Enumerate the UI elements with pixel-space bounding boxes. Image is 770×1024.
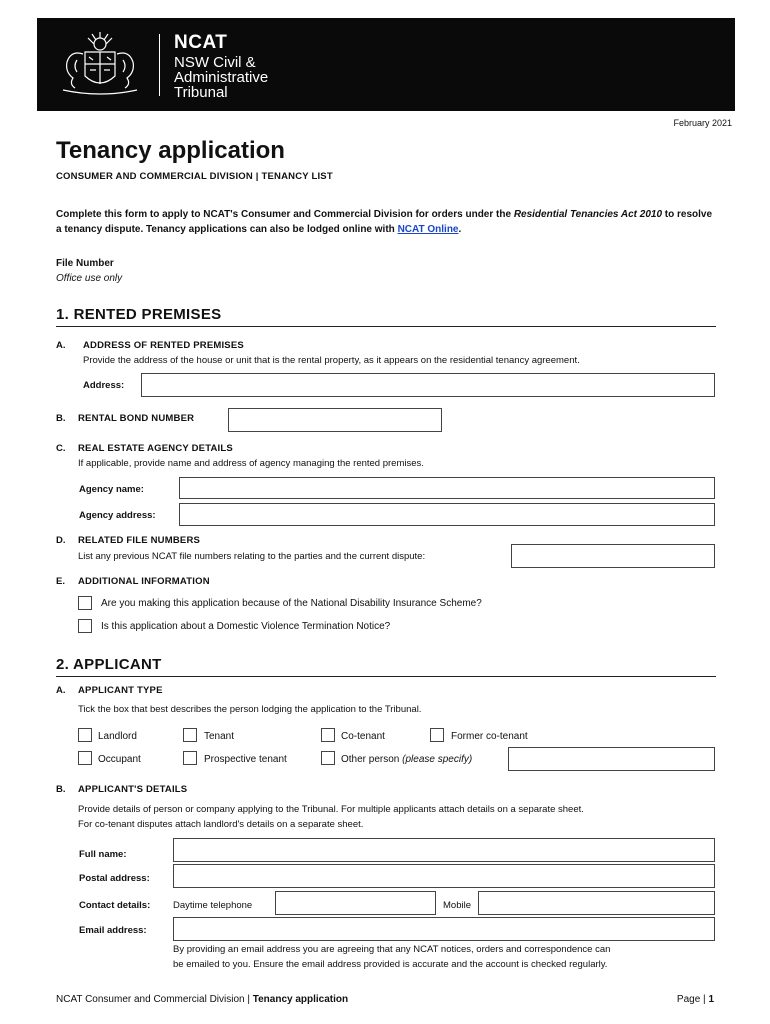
section-2-rule	[56, 676, 716, 677]
footer-division: NCAT Consumer and Commercial Division |	[56, 994, 253, 1005]
former-co-tenant-checkbox[interactable]	[430, 728, 444, 742]
prospective-tenant-checkbox[interactable]	[183, 751, 197, 765]
agency-name-field[interactable]	[179, 477, 715, 499]
item-a-letter: A.	[56, 340, 66, 351]
section-2-heading: 2. APPLICANT	[56, 656, 162, 673]
agency-name-label: Agency name:	[79, 484, 144, 495]
other-person-text: Other person	[341, 754, 400, 765]
other-person-label	[341, 754, 472, 765]
landlord-label: Landlord	[98, 731, 137, 742]
rental-bond-title: RENTAL BOND NUMBER	[78, 413, 195, 424]
occupant-label: Occupant	[98, 754, 141, 765]
ncat-online-link[interactable]: NCAT Online	[397, 224, 459, 235]
section-1-heading: 1. RENTED PREMISES	[56, 306, 222, 323]
occupant-checkbox[interactable]	[78, 751, 92, 765]
agency-details-desc: If applicable, provide name and address of agency managing the rented premises.	[78, 458, 424, 469]
applicant-type-desc: Tick the box that best describes the person lodging the application to the Tribunal.	[78, 704, 422, 715]
daytime-telephone-label: Daytime telephone	[173, 900, 253, 911]
postal-address-label: Postal address:	[79, 873, 150, 884]
please-specify-note: (please specify)	[402, 754, 473, 765]
org-name-line-3: Tribunal	[174, 84, 228, 101]
mobile-field[interactable]	[478, 891, 715, 915]
daytime-telephone-field[interactable]	[275, 891, 436, 915]
address-field[interactable]	[141, 373, 715, 397]
agency-details-title: REAL ESTATE AGENCY DETAILS	[78, 443, 233, 454]
email-address-field[interactable]	[173, 917, 715, 941]
page-label: Page |	[676, 994, 709, 1005]
page-number: 1	[708, 994, 714, 1005]
postal-address-field[interactable]	[173, 864, 715, 888]
intro-text-before: Complete this form to apply to NCAT's Consumer and Commercial Division for orders under the	[56, 209, 514, 220]
address-premises-desc: Provide the address of the house or unit that is the rental property, as it appears on the residential tenancy agreement.	[83, 355, 580, 366]
page-title: Tenancy application	[56, 137, 285, 164]
footer-page	[677, 994, 714, 1005]
item-c-letter: C.	[56, 443, 66, 454]
org-name-line-2: Administrative	[174, 69, 269, 86]
related-file-field[interactable]	[511, 544, 715, 568]
ndis-checkbox[interactable]	[78, 596, 92, 610]
applicant-details-title: APPLICANT'S DETAILS	[78, 784, 188, 795]
coat-of-arms-logo	[55, 32, 145, 98]
item-d-letter: D.	[56, 535, 66, 546]
item-2b-letter: B.	[56, 784, 66, 795]
form-date: February 2021	[673, 118, 732, 128]
co-tenant-label: Co-tenant	[341, 731, 385, 742]
other-person-specify-field[interactable]	[508, 747, 715, 771]
page-subtitle: CONSUMER AND COMMERCIAL DIVISION | TENANCY LIST	[56, 171, 333, 182]
office-use-note: Office use only	[56, 273, 123, 284]
section-1-rule	[56, 326, 716, 327]
dv-termination-checkbox[interactable]	[78, 619, 92, 633]
item-e-letter: E.	[56, 576, 65, 587]
intro-paragraph	[56, 207, 718, 237]
rental-bond-field[interactable]	[228, 408, 442, 432]
item-2a-letter: A.	[56, 685, 66, 696]
address-label: Address:	[83, 380, 125, 391]
tenant-label: Tenant	[204, 731, 235, 742]
full-name-label: Full name:	[79, 849, 127, 860]
agency-address-label: Agency address:	[79, 510, 156, 521]
header-banner	[37, 18, 735, 111]
tenant-checkbox[interactable]	[183, 728, 197, 742]
intro-text-after: to resolve a tenancy dispute. Tenancy applications can also be lodged online with	[56, 209, 713, 235]
full-name-field[interactable]	[173, 838, 715, 862]
footer-form-name: Tenancy application	[252, 994, 349, 1005]
contact-details-label: Contact details:	[79, 900, 151, 911]
additional-info-title: ADDITIONAL INFORMATION	[78, 576, 210, 587]
co-tenant-checkbox[interactable]	[321, 728, 335, 742]
agency-address-field[interactable]	[179, 503, 715, 526]
act-name: Residential Tenancies Act 2010	[513, 209, 663, 220]
landlord-checkbox[interactable]	[78, 728, 92, 742]
footer-doc-title	[56, 994, 348, 1005]
email-address-label: Email address:	[79, 925, 147, 936]
ndis-label: Are you making this application because of the National Disability Insurance Scheme?	[101, 598, 482, 609]
applicant-type-title: APPLICANT TYPE	[78, 685, 163, 696]
item-b-letter: B.	[56, 413, 66, 424]
other-person-checkbox[interactable]	[321, 751, 335, 765]
applicant-details-desc-1: Provide details of person or company applying to the Tribunal. For multiple applicants attach details on a separate sheet.	[78, 804, 584, 815]
mobile-label: Mobile	[443, 900, 471, 911]
file-number-label: File Number	[56, 258, 114, 269]
dv-termination-label: Is this application about a Domestic Violence Termination Notice?	[101, 621, 391, 632]
email-note-line-2: be emailed to you. Ensure the email address provided is accurate and the account is checked regularly.	[173, 959, 608, 970]
intro-end: .	[458, 224, 462, 235]
email-note-line-1: By providing an email address you are agreeing that any NCAT notices, orders and correspondence can	[173, 944, 611, 955]
org-short-name: NCAT	[174, 32, 228, 53]
applicant-details-desc-2: For co-tenant disputes attach landlord's details on a separate sheet.	[78, 819, 364, 830]
banner-divider	[159, 34, 160, 96]
related-file-desc: List any previous NCAT file numbers relating to the parties and the current dispute:	[78, 551, 426, 562]
former-co-tenant-label: Former co-tenant	[451, 731, 528, 742]
address-premises-title: ADDRESS OF RENTED PREMISES	[83, 340, 244, 351]
org-name-line-1: NSW Civil &	[174, 54, 256, 71]
related-file-title: RELATED FILE NUMBERS	[78, 535, 201, 546]
prospective-tenant-label: Prospective tenant	[204, 754, 287, 765]
